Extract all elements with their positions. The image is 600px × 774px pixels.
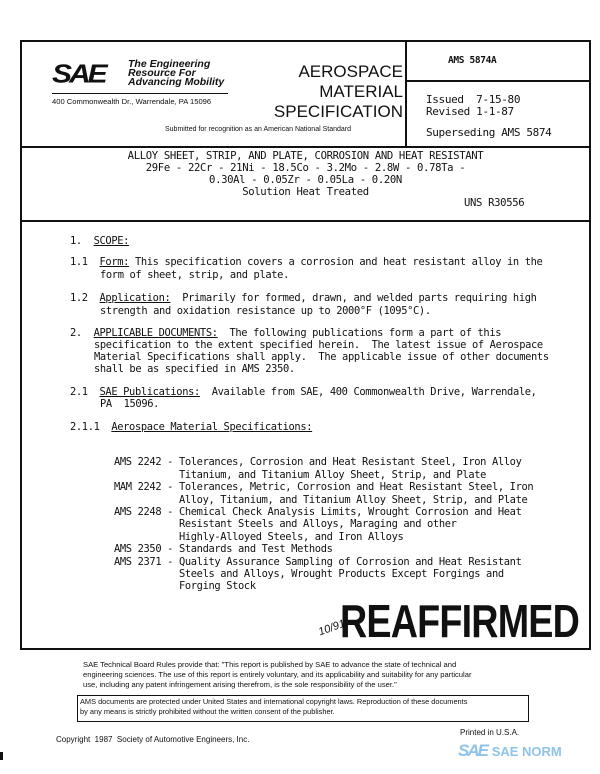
divider	[52, 93, 228, 94]
text-line: Material Specifications shall apply. The applicable issue of other documents	[94, 351, 549, 363]
reference-list	[114, 444, 533, 593]
reference-item: Highly-Alloyed Steels, and Iron Alloys	[114, 530, 404, 543]
section-1	[70, 235, 129, 247]
section-number: 2.	[70, 327, 82, 339]
divider	[22, 146, 589, 148]
text-line: Primarily for formed, drawn, and welded parts requiring high	[170, 292, 537, 304]
sae-norm-watermark	[458, 741, 562, 761]
recognition-note: Submitted for recognition as an American National Standard	[165, 126, 351, 133]
section-heading: SCOPE:	[93, 235, 130, 247]
issued-date: Issued 7-15-80	[426, 93, 521, 106]
reaffirmed-stamp: REAFFIRMED	[340, 595, 580, 647]
reference-item: AMS 2242 - Tolerances, Corrosion and Heat Resistant Steel, Iron Alloy	[114, 456, 522, 469]
divider	[405, 42, 407, 146]
title-line: 0.30Al - 0.05Zr - 0.05La - 0.20N	[209, 174, 402, 186]
text-line: specification to the extent specified herein. The latest issue of Aerospace	[94, 339, 543, 351]
text-line: This specification covers a corrosion and heat resistant alloy in the	[129, 256, 543, 268]
text-line: The following publications form a part of this	[217, 327, 502, 339]
section-heading: APPLICABLE DOCUMENTS:	[93, 327, 218, 339]
section-heading: Application:	[99, 292, 171, 304]
section-heading: SAE Publications:	[99, 386, 200, 398]
sae-logo: SAE	[52, 60, 105, 89]
doc-type-line: AEROSPACE	[298, 62, 403, 81]
text-line: AMS documents are protected under United States and international copyright laws. Reproduction of these documents	[80, 697, 468, 706]
printed-in: Printed in U.S.A.	[460, 728, 520, 737]
text-line: by any means is strictly prohibited without the written consent of the publisher.	[80, 707, 335, 716]
text-line: PA 15096.	[100, 398, 160, 410]
revised-date: Revised 1-1-87	[426, 105, 514, 118]
text-line: use, including any patent infringement arising therefrom, is the sole responsibility of the user."	[83, 679, 397, 689]
title-line: 29Fe - 22Cr - 21Ni - 18.5Co - 3.2Mo - 2.8W - 0.78Ta -	[145, 162, 466, 174]
section-number: 2.1	[70, 386, 88, 398]
text-line: engineering sciences. The use of this report is entirely voluntary, and its applicability and suitability for any particular	[83, 669, 472, 679]
title-line: Solution Heat Treated	[242, 186, 369, 198]
tagline-line: The Engineering	[128, 58, 211, 70]
section-2-1	[70, 386, 537, 398]
reference-item: Resistant Steels and Alloys, Maraging and other	[114, 518, 457, 531]
text-line: Available from SAE, 400 Commonwealth Drive, Warrendale,	[199, 386, 537, 398]
section-2	[70, 327, 501, 339]
text-line: SAE Technical Board Rules provide that: "This report is published by SAE to advance the state of technical and	[83, 660, 457, 669]
section-number: 2.1.1	[70, 421, 100, 433]
divider	[22, 220, 589, 222]
title-line: ALLOY SHEET, STRIP, AND PLATE, CORROSION AND HEAT RESISTANT	[127, 150, 484, 162]
copyright: Copyright 1987 Society of Automotive Engineers, Inc.	[56, 735, 250, 744]
text-line: form of sheet, strip, and plate.	[100, 269, 289, 281]
section-1-2	[70, 292, 537, 304]
divider	[407, 80, 589, 82]
board-rules	[83, 660, 471, 689]
tagline-line: Resource For	[128, 67, 196, 79]
section-2-1-1	[70, 421, 312, 433]
reference-item: Alloy, Titanium, and Titanium Alloy Sheet, Strip, and Plate	[114, 493, 528, 506]
section-number: 1.1	[70, 256, 88, 268]
tagline-line: Advancing Mobility	[128, 76, 225, 88]
watermark-text: SAE NORM	[491, 744, 562, 759]
reference-item: AMS 2248 - Chemical Check Analysis Limits, Wrought Corrosion and Heat	[114, 506, 522, 519]
stamp-date: 10/91	[316, 617, 347, 639]
reference-item: Titanium, and Titanium Alloy Sheet, Strip, and Plate	[114, 468, 487, 481]
tagline	[128, 60, 224, 87]
copyright-notice	[77, 695, 529, 722]
doc-type-line: SPECIFICATION	[273, 102, 403, 121]
reference-item: Steels and Alloys, Wrought Products Except Forgings and	[114, 568, 504, 581]
section-number: 1.	[70, 235, 82, 247]
watermark-logo: SAE	[458, 741, 487, 760]
doc-type	[255, 62, 403, 122]
reference-item: AMS 2371 - Quality Assurance Sampling of Corrosion and Heat Resistant	[114, 555, 522, 568]
section-heading: Aerospace Material Specifications:	[111, 421, 313, 433]
section-heading: Form:	[99, 256, 130, 268]
text-line: shall be as specified in AMS 2350.	[94, 363, 295, 375]
section-1-1	[70, 256, 542, 268]
text-line: strength and oxidation resistance up to 2000°F (1095°C).	[100, 305, 431, 317]
spec-title	[22, 150, 589, 198]
doc-number: AMS 5874A	[448, 55, 497, 66]
reference-item: Forging Stock	[114, 580, 256, 593]
section-number: 1.2	[70, 292, 88, 304]
address: 400 Commonwealth Dr., Warrendale, PA 15096	[52, 97, 212, 106]
superseding: Superseding AMS 5874	[426, 126, 552, 139]
reference-item: MAM 2242 - Tolerances, Metric, Corrosion and Heat Resistant Steel, Iron	[114, 481, 534, 494]
reference-item: AMS 2350 - Standards and Test Methods	[114, 543, 333, 556]
scan-mark	[0, 752, 3, 760]
uns-number: UNS R30556	[464, 197, 525, 209]
doc-type-line: MATERIAL	[319, 82, 403, 101]
